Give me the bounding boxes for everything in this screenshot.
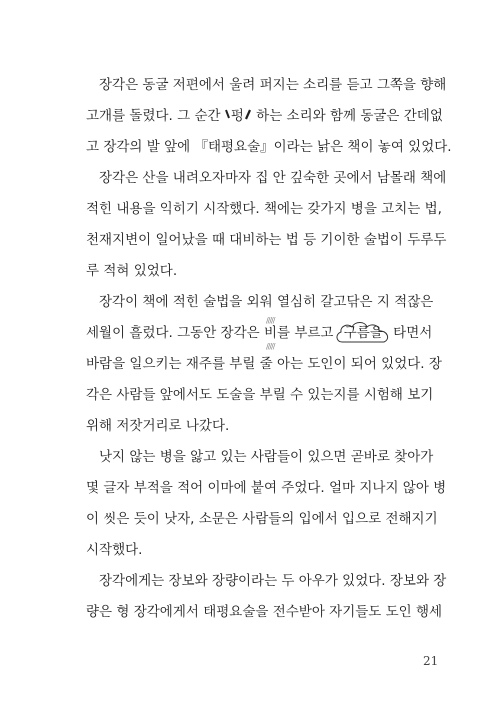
rain-lines-icon: ///// bbox=[265, 316, 275, 325]
rain-lines-icon: ///// bbox=[265, 342, 275, 351]
text-segment: 타면서 bbox=[388, 325, 433, 341]
text-line: 몇 글자 부적을 적어 이마에 붙여 주었다. 얼마 지나지 않아 병 bbox=[86, 480, 447, 496]
text-line: 장각은 동굴 저편에서 울려 퍼지는 소리를 듣고 그쪽을 향해 bbox=[99, 77, 447, 93]
paragraph-2 bbox=[86, 163, 447, 287]
rain-word-text: 비를 bbox=[263, 325, 291, 341]
text-segment: 하는 소리와 함께 동굴은 간데없 bbox=[251, 108, 443, 124]
paragraph-3 bbox=[86, 287, 442, 442]
rain-word bbox=[264, 318, 290, 349]
text-line: 장각에게는 장보와 장량이라는 두 아우가 있었다. 장보와 장 bbox=[99, 573, 447, 589]
text-line: 량은 형 장각에게서 태평요술을 전수받아 자기들도 도인 행세 bbox=[86, 604, 443, 620]
text-line: 바람을 일으키는 재주를 부릴 줄 아는 도인이 되어 있었다. 장 bbox=[86, 356, 442, 372]
text-line: 장각은 산을 내려오자마자 집 안 깊숙한 곳에서 남몰래 책에 bbox=[99, 170, 447, 186]
paragraph-5 bbox=[86, 566, 447, 628]
text-line bbox=[86, 318, 436, 349]
paragraph-1 bbox=[86, 70, 452, 163]
cloud-word-text: 구름을 bbox=[343, 325, 383, 341]
text-line bbox=[86, 101, 443, 132]
text-segment: 고개를 돌렸다. 그 순간 bbox=[86, 108, 225, 124]
text-line: 고 장각의 발 앞에 『태평요술』이라는 낡은 책이 놓여 있었다. bbox=[86, 139, 452, 155]
paragraph-4 bbox=[86, 442, 447, 566]
text-line: 낫지 않는 병을 앓고 있는 사람들이 있으면 곧바로 찾아가 bbox=[99, 449, 434, 465]
text-line: 루 적혀 있었다. bbox=[86, 263, 178, 279]
text-line: 각은 사람들 앞에서도 도술을 부릴 수 있는지를 시험해 보기 bbox=[86, 387, 434, 403]
bang-mark-icon bbox=[244, 108, 252, 124]
text-line: 이 씻은 듯이 낫자, 소문은 사람들의 입에서 입으로 전해지기 bbox=[86, 511, 438, 527]
cloud-word bbox=[338, 318, 389, 349]
text-line: 적힌 내용을 익히기 시작했다. 책에는 갖가지 병을 고치는 법, bbox=[86, 201, 442, 217]
text-segment: 부르고 bbox=[290, 325, 338, 341]
text-line: 위해 저잣거리로 나갔다. bbox=[86, 418, 230, 434]
text-line: 장각이 책에 적힌 술법을 외워 열심히 갈고닦은 지 적잖은 bbox=[99, 294, 434, 310]
sound-word: 펑 bbox=[230, 108, 244, 124]
text-line: 시작했다. bbox=[86, 542, 143, 558]
text-segment: 세월이 흘렀다. 그동안 장각은 bbox=[86, 325, 264, 341]
text-line: 천재지변이 일어났을 때 대비하는 법 등 기이한 술법이 두루두 bbox=[86, 232, 447, 248]
page-number: 21 bbox=[423, 654, 439, 668]
